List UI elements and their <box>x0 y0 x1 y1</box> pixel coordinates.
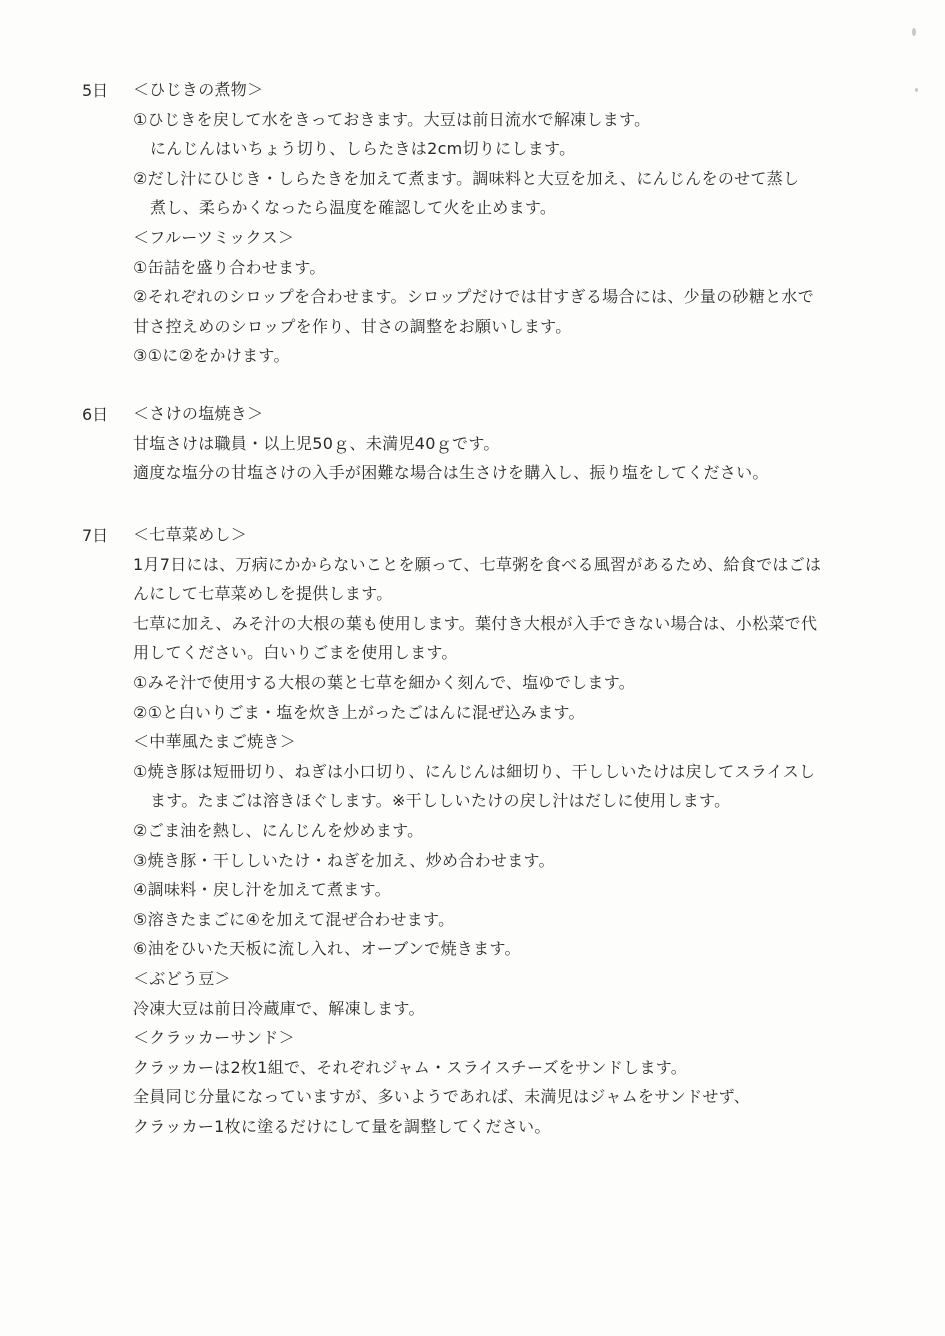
instruction-line: 用してください。白いりごまを使用します。 <box>133 643 458 663</box>
instruction-line: んにして七草菜めしを提供します。 <box>133 584 393 604</box>
instruction-line: 冷凍大豆は前日冷蔵庫で、解凍します。 <box>133 998 425 1018</box>
instruction-line: ②①と白いりごま・塩を炊き上がったごはんに混ぜ込みます。 <box>133 702 585 722</box>
instruction-line: 甘さ控えめのシロップを作り、甘さの調整をお願いします。 <box>133 316 572 336</box>
instruction-line: にんじんはいちょう切り、しらたきは2cm切りにします。 <box>150 139 576 159</box>
instruction-line: ①ひじきを戻して水をきっておきます。大豆は前日流水で解凍します。 <box>133 109 651 129</box>
day-label: 7日 <box>82 526 109 545</box>
recipe-heading: ＜さけの塩焼き＞ <box>133 404 264 423</box>
instruction-line: 適度な塩分の甘塩さけの入手が困難な場合は生さけを購入し、振り塩をしてください。 <box>133 463 769 483</box>
instruction-line: 甘塩さけは職員・以上児50ｇ、未満児40ｇです。 <box>133 433 500 453</box>
instruction-line: ます。たまごは溶きほぐします。※干ししいたけの戻し汁はだしに使用します。 <box>150 791 731 811</box>
instruction-line: ③焼き豚・干ししいたけ・ねぎを加え、炒め合わせます。 <box>133 850 555 870</box>
instruction-line: ⑥油をひいた天板に流し入れ、オーブンで焼きます。 <box>133 939 521 959</box>
recipe-heading: ＜クラッカーサンド＞ <box>133 1028 295 1048</box>
instruction-line: ①焼き豚は短冊切り、ねぎは小口切り、にんじんは細切り、干ししいたけは戻してスライスし <box>133 761 816 781</box>
day-label: 6日 <box>82 405 109 424</box>
day-label: 5日 <box>82 81 109 100</box>
instruction-line: 1月7日には、万病にかからないことを願って、七草粥を食べる風習があるため、給食ではごは <box>133 554 822 574</box>
recipe-heading: ＜ぶどう豆＞ <box>133 969 231 988</box>
instruction-line: ②だし汁にひじき・しらたきを加えて煮ます。調味料と大豆を加え、にんじんをのせて蒸し <box>133 168 800 188</box>
instruction-line: ①みそ汁で使用する大根の葉と七草を細かく刻んで、塩ゆでします。 <box>133 673 636 692</box>
instruction-line: ⑤溶きたまごに④を加えて混ぜ合わせます。 <box>133 909 455 929</box>
recipe-heading: ＜フルーツミックス＞ <box>133 228 295 247</box>
recipe-heading: ＜ひじきの煮物＞ <box>133 80 264 99</box>
instruction-line: ②それぞれのシロップを合わせます。シロップだけでは甘すぎる場合には、少量の砂糖と水で <box>133 287 815 307</box>
instruction-line: クラッカー1枚に塗るだけにして量を調整してください。 <box>133 1117 551 1136</box>
instruction-line: 全員同じ分量になっていますが、多いようであれば、未満児はジャムをサンドせず、 <box>133 1087 751 1107</box>
instruction-line: ①缶詰を盛り合わせます。 <box>133 257 326 277</box>
instruction-line: クラッカーは2枚1組で、それぞれジャム・スライスチーズをサンドします。 <box>133 1057 688 1077</box>
instruction-line: ④調味料・戻し汁を加えて煮ます。 <box>133 880 391 900</box>
instruction-line: 煮し、柔らかくなったら温度を確認して火を止めます。 <box>150 198 557 218</box>
instruction-line: ③①に②をかけます。 <box>133 346 290 366</box>
instruction-line: 七草に加え、みそ汁の大根の葉も使用します。葉付き大根が入手できない場合は、小松菜で代 <box>133 613 818 633</box>
instruction-line: ②ごま油を熱し、にんじんを炒めます。 <box>133 821 424 840</box>
scan-speck <box>915 88 918 92</box>
recipe-heading: ＜七草菜めし＞ <box>133 525 248 544</box>
scan-speck <box>912 28 916 36</box>
recipe-heading: ＜中華風たまご焼き＞ <box>133 732 297 752</box>
